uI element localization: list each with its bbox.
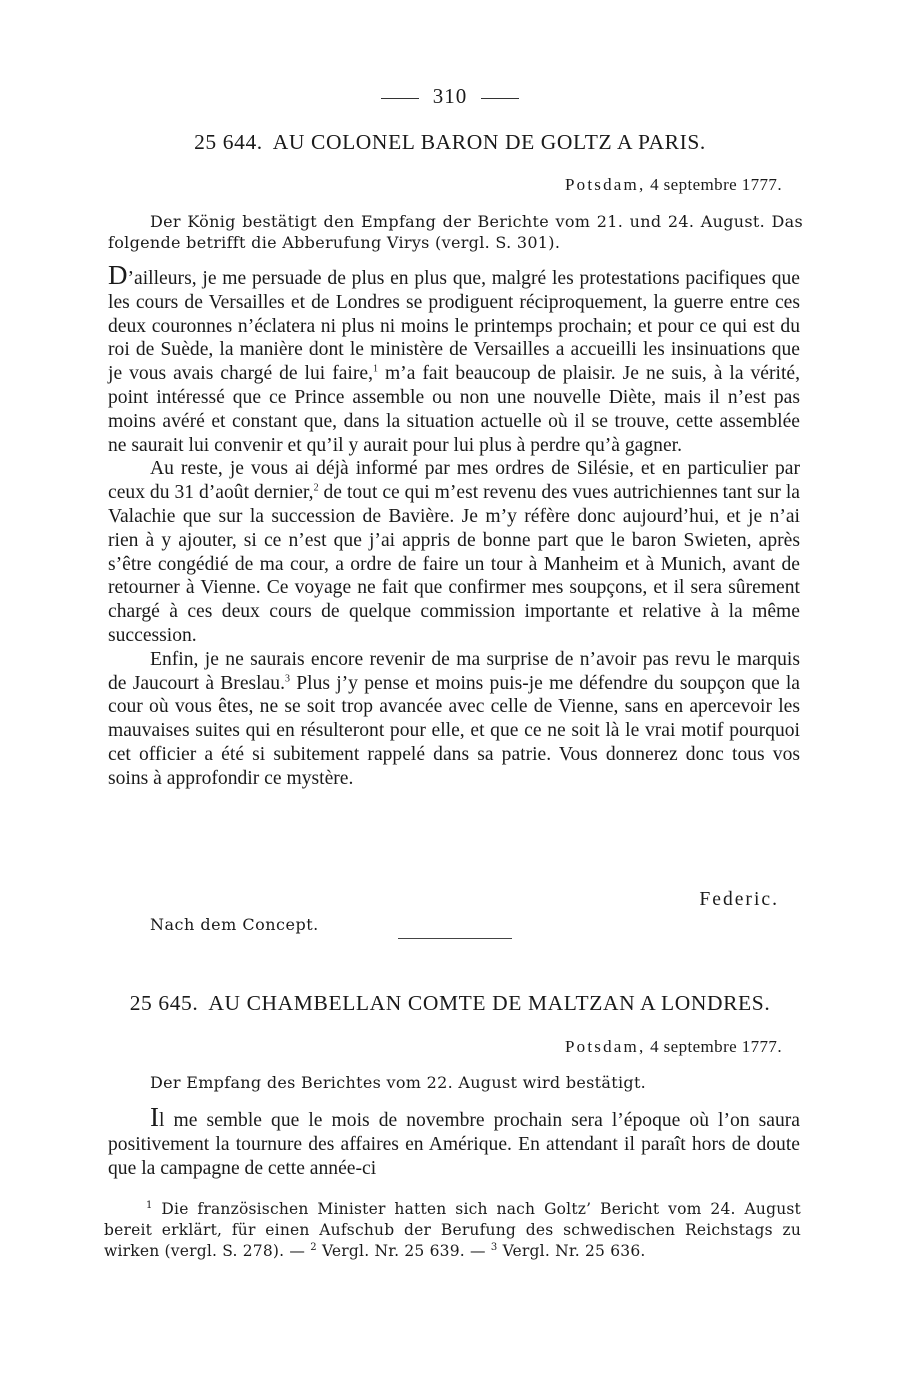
letter-1-paragraph-2-text: Au reste, je vous ai déjà informé par mes ordres de Silésie, et en particulier par ceux du 31 d’août dernier, — [108, 458, 800, 504]
letter-1-paragraph-3-end: Plus j’y pense et moins puis-je me défendre du soupçon que la cour où vous êtes, ne se soit trop avancée avec celle de Vienne, sans en apercevoir les mauvaises suites qui en résulteront pour elle, et que ce ne soit là le vrai motif pourquoi cet officier a été si subitement rappelé dans sa patrie. Vous donnerez donc tous vos soins à approfondir ce mystère. — [108, 672, 801, 789]
letter-2-title: AU CHAMBELLAN COMTE DE MALTZAN A LONDRES. — [208, 991, 771, 1015]
letter-1-date: 4 septembre 1777. — [650, 175, 782, 194]
letter-1-title: AU COLONEL BARON DE GOLTZ A PARIS. — [272, 130, 706, 154]
letter-2-dateline — [565, 1037, 782, 1057]
letter-1-paragraph-1 — [108, 260, 800, 457]
footnote-3: Vergl. Nr. 25 636. — [497, 1242, 646, 1260]
letter-2-heading — [0, 991, 900, 1016]
footnotes-text — [104, 1199, 801, 1262]
footnote-1: Die französischen Minister hatten sich nach Goltz’ Bericht vom 24. August bereit erklärt, für einen Aufschub der Berufung des schwedischen Reichstags zu wirken (vergl. S. 278). — — [104, 1200, 801, 1260]
letter-2-summary: Der Empfang des Berichtes vom 22. August wird bestätigt. — [150, 1073, 647, 1092]
letter-1-paragraph-2-end: de tout ce qui m’est revenu des vues autrichiennes tant sur la Valachie que sur la succession de Bavière. Je m’y réfère donc aujourd’hui, et je n’ai rien à y ajouter, si ce n’est que j’ai appris de bonne part que le baron Swieten, après s’être congédié de ma cour, a ordre de faire un tour à Manheim et à Munich, avant de retourner à Vienne. Ce voyage ne fait que confirmer mes soupçons, et il sera sûrement chargé à ces deux cours de quelque commission importante et relative à la même succession. — [108, 482, 800, 646]
footnote-mark-2: 2 — [310, 1241, 317, 1253]
letter-1-paragraph-2 — [108, 457, 800, 647]
footnote-ref-1[interactable]: 1 — [372, 363, 378, 375]
letter-1-number: 25 644. — [194, 130, 263, 154]
letter-1-place: Potsdam, — [565, 175, 646, 194]
footnote-2: Vergl. Nr. 25 639. — — [316, 1242, 491, 1260]
letter-1-body — [108, 260, 801, 791]
letter-1-paragraph-1-text: ’ailleurs, je me persuade de plus en plus que, malgré les protestations pacifiques que les cours de Versailles et de Londres se prodiguent réciproquement, la guerre entre ces deux couronnes n’éclatera ni plus ni moins le printemps prochain; et pour ce qui est du roi de Suède, la manière dont le ministère de Versailles a accueilli les insinuations que je vous avais chargé de lui faire, — [108, 268, 800, 385]
page-number — [0, 84, 900, 109]
letter-1-dateline — [565, 175, 782, 195]
letter-2-place: Potsdam, — [565, 1037, 646, 1056]
letter-1-paragraph-3 — [108, 648, 800, 791]
letter-2-number: 25 645. — [129, 991, 199, 1015]
letter-1-dropcap: D — [108, 260, 128, 290]
letter-2-paragraph-1-text: l me semble que le mois de novembre prochain sera l’époque où l’on saura positivement la tournure des affaires en Amérique. En attendant il paraît hors de doute que la campagne de cette année-ci — [108, 1110, 800, 1179]
letter-2-dropcap: I — [150, 1102, 159, 1132]
letter-1-summary: Der König bestätigt den Empfang der Berichte vom 21. und 24. August. Das folgende betrifft die Abberufung Virys (vergl. S. 301). — [108, 212, 803, 252]
letter-2-paragraph-1 — [108, 1102, 800, 1180]
letter-1-signature: Federic. — [699, 889, 779, 910]
page-number-text: 310 — [432, 84, 468, 108]
footnote-ref-2[interactable]: 2 — [313, 482, 319, 494]
footnote-mark-3: 3 — [490, 1241, 498, 1253]
page-number-dash-left — [381, 98, 419, 99]
footnotes — [104, 1199, 801, 1262]
letter-1-heading — [0, 130, 900, 155]
section-separator — [398, 938, 512, 939]
letter-1-paragraph-3-text: Enfin, je ne saurais encore revenir de ma surprise de n’avoir pas revu le marquis de Jaucourt à Breslau. — [108, 648, 800, 694]
page-number-dash-right — [481, 98, 519, 99]
footnote-mark-1: 1 — [146, 1199, 153, 1211]
letter-2-date: 4 septembre 1777. — [650, 1037, 782, 1056]
letter-2-body — [108, 1102, 800, 1180]
letter-1-paragraph-1-end: m’a fait beaucoup de plaisir. Je ne suis, à la vérité, point intéressé que ce Prince assemble ou non une nouvelle Diète, mais il n’est pas moins avéré et constant que, dans la situation actuelle où il se trouve, cette assemblée ne saurait lui convenir et qu’il y aurait pour lui plus à perdre qu’à gagner. — [108, 363, 800, 456]
letter-1-source-note: Nach dem Concept. — [150, 915, 319, 934]
footnote-ref-3[interactable]: 3 — [285, 673, 290, 685]
